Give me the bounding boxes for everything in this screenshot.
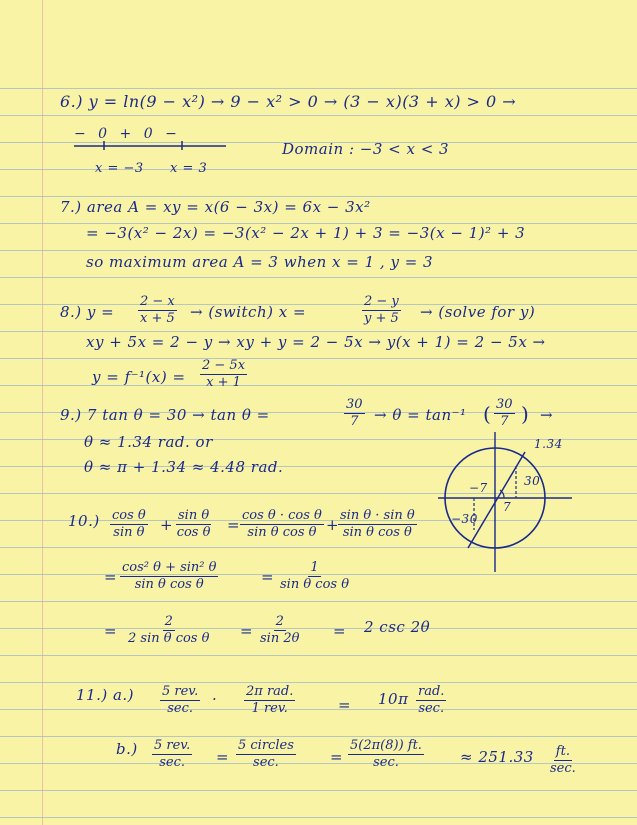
fraction-10f-den: sin θ cos θ: [280, 577, 350, 592]
fraction-11a2: [244, 684, 295, 717]
fraction-9a-num: 30: [346, 397, 363, 412]
equals-sign: =: [338, 696, 352, 714]
problem-9-line-1a: 9.) 7 tan θ = 30 → tan θ =: [60, 406, 270, 424]
equals-sign: =: [104, 568, 118, 586]
problem-6-equation: 6.) y = ln(9 − x²) → 9 − x² > 0 → (3 − x)(3 + x) > 0 →: [60, 92, 517, 111]
fraction-11b1-den: sec.: [159, 755, 186, 770]
fraction-10b: [176, 508, 211, 541]
fraction-11a4: [416, 684, 446, 717]
fraction-8a-den: x + 5: [140, 311, 175, 326]
problem-8-label: 8.) y =: [60, 303, 115, 321]
problem-9-line-2: θ ≈ 1.34 rad. or: [84, 433, 213, 451]
fraction-11a1: [160, 684, 200, 717]
fraction-8c-num: 2 − 5x: [202, 358, 246, 373]
problem-9-line-1b: → θ = tan⁻¹: [374, 406, 467, 424]
problem-11b-value: ≈ 251.33: [460, 748, 534, 766]
problem-10-result: 2 csc 2θ: [364, 618, 431, 636]
equals-sign: =: [333, 622, 347, 640]
problem-7-line-1: 7.) area A = xy = x(6 − 3x) = 6x − 3x²: [60, 198, 371, 216]
fraction-10c-den: sin θ cos θ: [247, 525, 317, 540]
fraction-8a-num: 2 − x: [140, 294, 175, 309]
fraction-10h-num: 2: [275, 614, 284, 629]
ruled-line: [0, 115, 637, 116]
plus-sign: +: [160, 516, 174, 534]
fraction-11b3: [348, 738, 424, 771]
ruled-line: [0, 601, 637, 602]
ruled-line: [0, 817, 637, 818]
fraction-11b3-den: sec.: [373, 755, 399, 770]
fraction-11a4-den: sec.: [418, 701, 445, 716]
fraction-11b2-den: sec.: [253, 755, 279, 770]
circle-label-7: 7: [503, 500, 512, 514]
fraction-10c-num: cos θ · cos θ: [242, 508, 322, 523]
fraction-10d: [338, 508, 417, 541]
circle-label-neg30: −30: [451, 512, 478, 526]
fraction-10a: [110, 508, 148, 541]
problem-6-domain: Domain : −3 < x < 3: [282, 140, 450, 158]
equals-sign: =: [227, 516, 241, 534]
fraction-10e: [120, 560, 218, 593]
fraction-9a-den: 7: [350, 414, 359, 429]
fraction-11a4-num: rad.: [418, 684, 445, 699]
fraction-10e-den: sin θ cos θ: [134, 577, 204, 592]
fraction-9b-den: 7: [500, 414, 509, 429]
fraction-8a: [138, 294, 177, 327]
fraction-11b5: [550, 744, 576, 777]
ruled-line: [0, 682, 637, 683]
fraction-11b5-den: sec.: [550, 761, 576, 776]
equals-sign: =: [330, 748, 344, 766]
ruled-line: [0, 790, 637, 791]
fraction-11b3-num: 5(2π(8)) ft.: [350, 738, 422, 753]
ruled-line: [0, 88, 637, 89]
fraction-11b1-num: 5 rev.: [154, 738, 191, 753]
sign-chart-label-left: x = −3: [95, 161, 144, 176]
ruled-line: [0, 196, 637, 197]
paren-close: ): [521, 402, 530, 426]
equals-sign: =: [216, 748, 230, 766]
fraction-8b-den: y + 5: [364, 311, 399, 326]
problem-11b-label: b.): [116, 740, 138, 758]
fraction-10b-den: cos θ: [176, 525, 211, 540]
fraction-8c: [200, 358, 247, 391]
fraction-10a-den: sin θ: [113, 525, 145, 540]
problem-10-label: 10.): [68, 512, 100, 530]
fraction-10g-num: 2: [164, 614, 173, 629]
ruled-line: [0, 250, 637, 251]
problem-7-line-3: so maximum area A = 3 when x = 1 , y = 3: [86, 253, 434, 271]
circle-label-30: 30: [524, 474, 541, 488]
fraction-10h: [260, 614, 299, 647]
fraction-10a-num: cos θ: [112, 508, 146, 523]
fraction-10h-den: sin 2θ: [260, 631, 300, 646]
circle-label-neg7: −7: [469, 481, 488, 495]
equals-sign: =: [261, 568, 275, 586]
fraction-9b-num: 30: [496, 397, 513, 412]
circle-angle-label: 1.34: [534, 437, 563, 451]
fraction-9b: [494, 397, 515, 430]
problem-7-line-2: = −3(x² − 2x) = −3(x² − 2x + 1) + 3 = −3(x − 1)² + 3: [86, 224, 526, 242]
plus-sign: +: [326, 516, 340, 534]
fraction-10f: [280, 560, 349, 593]
fraction-8b-num: 2 − y: [364, 294, 399, 309]
ruled-line: [0, 763, 637, 764]
equals-sign: =: [240, 622, 254, 640]
fraction-10f-num: 1: [310, 560, 319, 575]
fraction-10d-num: sin θ · sin θ: [340, 508, 415, 523]
fraction-10b-num: sin θ: [178, 508, 210, 523]
fraction-11b5-num: ft.: [555, 744, 570, 759]
problem-8-line-3: y = f⁻¹(x) =: [92, 368, 186, 386]
problem-8-switch: → (switch) x =: [190, 303, 307, 321]
equals-sign: =: [104, 622, 118, 640]
ruled-line: [0, 358, 637, 359]
fraction-11b2-num: 5 circles: [238, 738, 294, 753]
fraction-11a2-num: 2π rad.: [246, 684, 294, 699]
sign-chart-signs: − 0 + 0 −: [74, 126, 181, 142]
dot-operator: ·: [212, 690, 218, 708]
fraction-11a2-den: 1 rev.: [251, 701, 288, 716]
ruled-line: [0, 709, 637, 710]
ruled-line: [0, 628, 637, 629]
problem-8-line-2: xy + 5x = 2 − y → xy + y = 2 − 5x → y(x + 1) = 2 − 5x →: [86, 333, 546, 351]
fraction-10g: [128, 614, 209, 647]
fraction-10g-den: 2 sin θ cos θ: [128, 631, 210, 646]
fraction-9a: [344, 397, 365, 430]
fraction-11b1: [152, 738, 192, 771]
fraction-8b: [362, 294, 401, 327]
ruled-line: [0, 331, 637, 332]
sign-chart-label-right: x = 3: [170, 161, 208, 176]
fraction-10c: [240, 508, 324, 541]
margin-line: [42, 0, 43, 825]
fraction-11a1-den: sec.: [167, 701, 194, 716]
ruled-line: [0, 277, 637, 278]
fraction-11b2: [236, 738, 296, 771]
fraction-10e-num: cos² θ + sin² θ: [122, 560, 217, 575]
fraction-10d-den: sin θ cos θ: [342, 525, 412, 540]
problem-11a-value: 10π: [378, 690, 409, 708]
problem-9-line-3: θ ≈ π + 1.34 ≈ 4.48 rad.: [84, 458, 284, 476]
problem-8-solve: → (solve for y): [420, 303, 536, 321]
problem-9-arrow: →: [540, 406, 554, 424]
paren-open: (: [483, 402, 492, 426]
fraction-11a1-num: 5 rev.: [162, 684, 199, 699]
ruled-line: [0, 655, 637, 656]
fraction-8c-den: x + 1: [206, 375, 241, 390]
ruled-line: [0, 736, 637, 737]
problem-11-label: 11.) a.): [76, 686, 135, 704]
